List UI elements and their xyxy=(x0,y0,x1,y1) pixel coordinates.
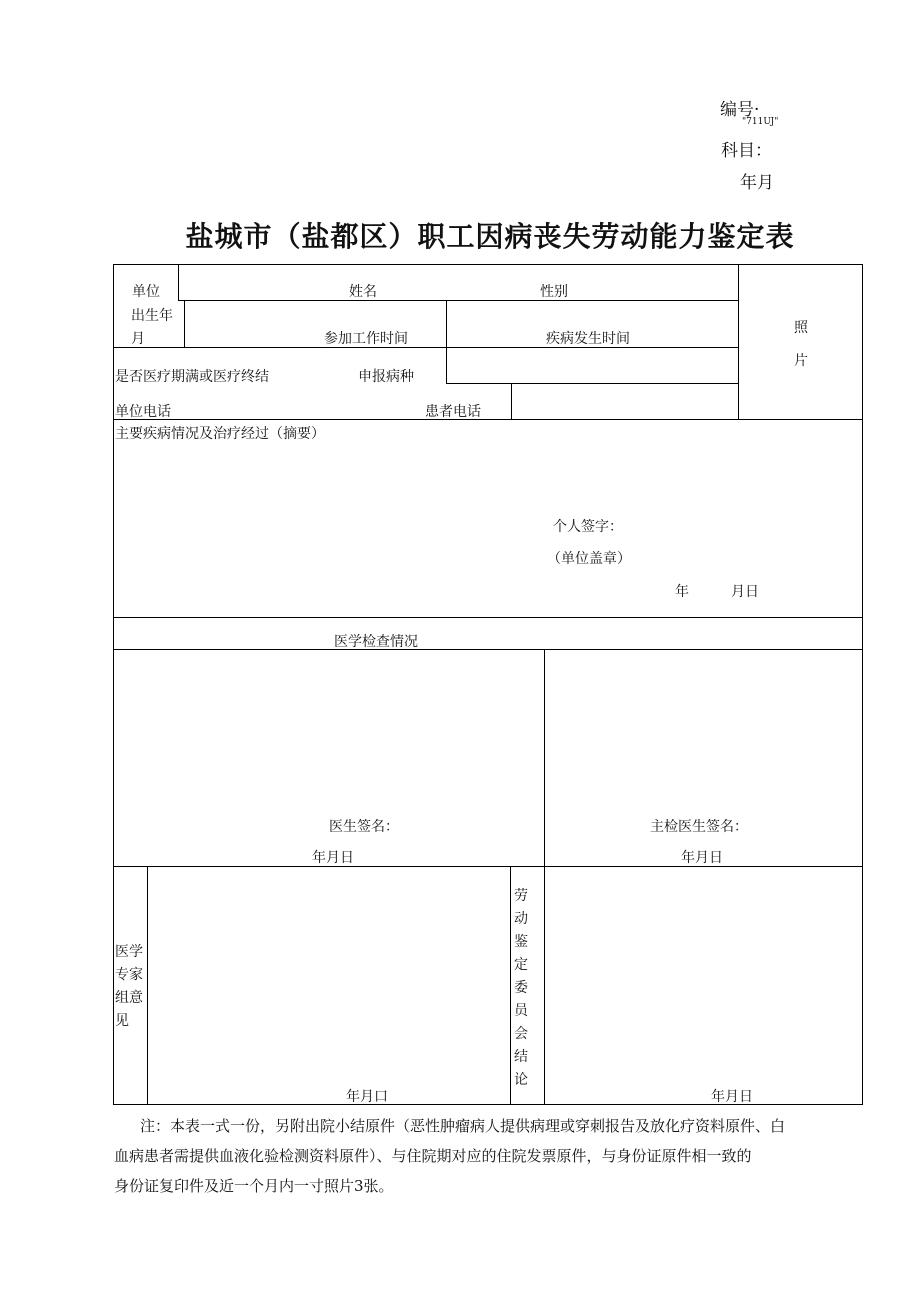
chief-doctor-signature-label: 主检医生签名： xyxy=(650,819,748,835)
subject-label: 科目： xyxy=(721,141,772,161)
photo-label-line1: 照 xyxy=(794,320,808,336)
grid-line xyxy=(446,300,447,384)
grid-line xyxy=(544,649,545,867)
birth-date-label-line2: 月 xyxy=(131,331,145,347)
work-start-time-label: 参加工作时间 xyxy=(324,331,408,347)
expert-opinion-char: 见 xyxy=(115,1013,129,1029)
labor-committee-label xyxy=(514,885,528,1092)
main-disease-label: 主要疾病情况及治疗经过（摘要） xyxy=(115,426,325,442)
labor-committee-char: 定 xyxy=(514,957,528,973)
expert-opinion-char: 专家 xyxy=(115,967,143,983)
patient-phone-label: 患者电话 xyxy=(425,404,481,420)
summary-date-month-day: 月日 xyxy=(731,584,759,600)
grid-line xyxy=(113,419,863,420)
grid-line xyxy=(511,383,512,419)
footnote-line: 注：本表一式一份，另附出院小结原件（恶性肿瘤病人提供病理或穿刺报告及放化疗资料原件、白 xyxy=(140,1117,786,1135)
table-border-top xyxy=(113,264,863,265)
grid-line xyxy=(510,866,511,1104)
grid-line xyxy=(178,300,738,301)
grid-line xyxy=(113,866,863,867)
expert-opinion-label xyxy=(115,941,143,1033)
grid-line xyxy=(113,617,863,618)
labor-committee-char: 员 xyxy=(514,1003,528,1019)
expert-opinion-char: 组意 xyxy=(115,990,143,1006)
birth-date-label-line1: 出生年 xyxy=(131,308,173,324)
footnote-line: 血病患者需提供血液化验检测资料原件）、与住院期对应的住院发票原件，与身份证原件相一致的 xyxy=(114,1147,752,1165)
photo-label-line2: 片 xyxy=(794,353,808,369)
treatment-complete-label: 是否医疗期满或医疗终结 xyxy=(115,369,269,385)
labor-committee-char: 劳 xyxy=(514,888,528,904)
labor-committee-char: 委 xyxy=(514,980,528,996)
name-label: 姓名 xyxy=(349,284,377,300)
unit-seal-label: （单位盖章） xyxy=(547,551,631,567)
grid-line xyxy=(446,383,738,384)
grid-line xyxy=(544,866,545,1104)
grid-line xyxy=(113,649,863,650)
labor-committee-char: 论 xyxy=(514,1072,528,1088)
doctor-signature-label: 医生签名： xyxy=(329,819,399,835)
labor-committee-char: 会 xyxy=(514,1026,528,1042)
grid-line xyxy=(738,264,739,419)
footnote-line: 身份证复印件及近一个月内一寸照片3张。 xyxy=(114,1177,394,1195)
labor-committee-char: 鉴 xyxy=(514,934,528,950)
grid-line xyxy=(178,264,179,301)
grid-line xyxy=(184,300,185,347)
unit-phone-label: 单位电话 xyxy=(115,404,171,420)
medical-exam-label: 医学检查情况 xyxy=(334,634,418,650)
table-border-right xyxy=(862,264,863,1105)
labor-committee-char: 动 xyxy=(514,911,528,927)
gender-label: 性别 xyxy=(540,284,568,300)
personal-signature-label: 个人签字： xyxy=(553,519,623,535)
document-number-code: "711UJ" xyxy=(742,117,779,127)
table-border-left xyxy=(113,264,114,1105)
labor-committee-date: 年月日 xyxy=(711,1089,753,1105)
declared-disease-label: 申报病种 xyxy=(358,369,414,385)
grid-line xyxy=(113,347,738,348)
chief-doctor-sign-date: 年月日 xyxy=(681,850,723,866)
page-title: 盐城市（盐都区）职工因病丧失劳动能力鉴定表 xyxy=(185,220,795,253)
document-number-label: 编号· xyxy=(720,100,760,120)
labor-committee-char: 结 xyxy=(514,1049,528,1065)
unit-label: 单位 xyxy=(132,284,160,300)
disease-onset-time-label: 疾病发生时间 xyxy=(546,331,630,347)
footnote xyxy=(114,1111,874,1201)
grid-line xyxy=(147,866,148,1104)
expert-opinion-date: 年月口 xyxy=(346,1089,388,1105)
summary-date-year: 年 xyxy=(675,584,689,600)
doctor-sign-date: 年月日 xyxy=(312,850,354,866)
expert-opinion-char: 医学 xyxy=(115,944,143,960)
header-year-month: 年月 xyxy=(740,173,774,193)
